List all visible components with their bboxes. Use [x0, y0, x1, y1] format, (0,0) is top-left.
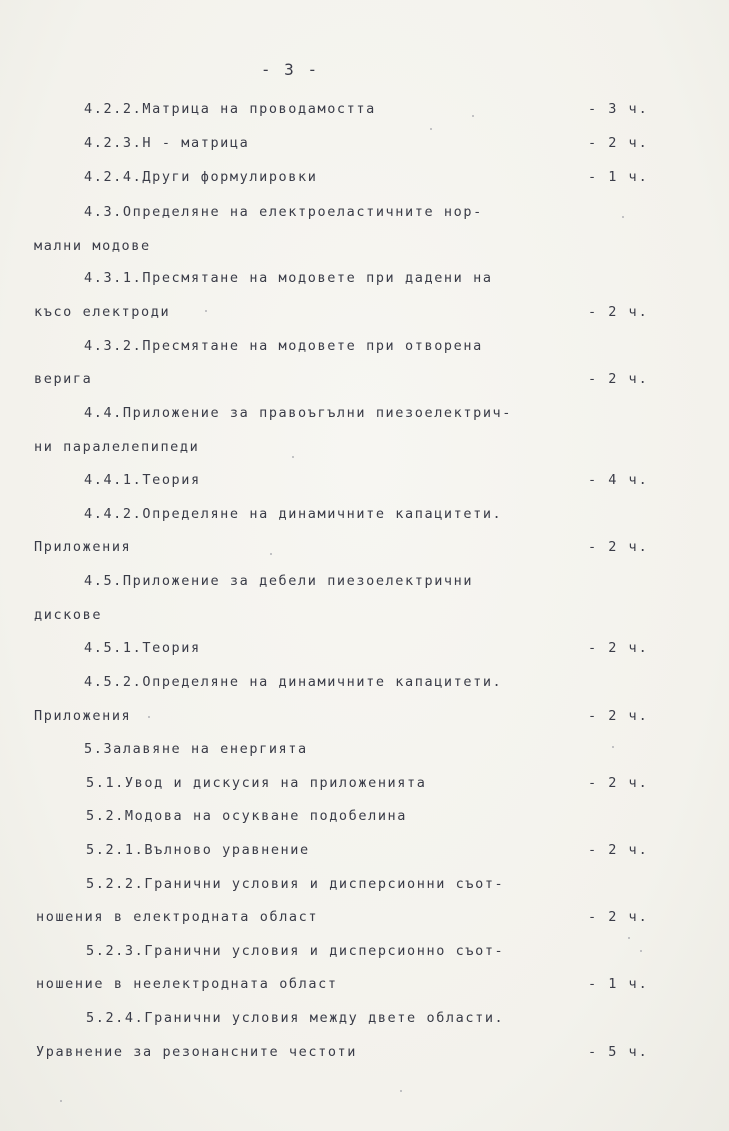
toc-text: 5.2.2.Гранични условия и дисперсионни съот- [86, 876, 505, 892]
toc-text: ношение в неелектродната област [36, 976, 338, 992]
toc-hours: - 2 ч. [588, 775, 649, 791]
toc-text: 4.4.2.Определяне на динамичните капацитети. [84, 506, 503, 522]
paper-speck [60, 1100, 62, 1102]
toc-line [0, 741, 729, 765]
toc-hours: - 1 ч. [588, 169, 649, 185]
toc-text: 4.2.4.Други формулировки [84, 169, 318, 185]
toc-text: 5.2.Модова на осукване подобелина [86, 808, 408, 824]
toc-line [0, 775, 729, 799]
paper-speck [622, 216, 624, 218]
toc-line [0, 607, 729, 631]
toc-line [0, 472, 729, 496]
toc-text: 4.4.1.Теория [84, 472, 201, 488]
toc-text: 4.3.1.Пресмятане на модовете при дадени на [84, 270, 493, 286]
toc-line [0, 842, 729, 866]
toc-text: Приложения [34, 708, 132, 724]
paper-speck [205, 310, 207, 312]
paper-speck [292, 456, 294, 458]
paper-speck [430, 128, 432, 130]
paper-speck [400, 1090, 402, 1092]
toc-hours: - 2 ч. [588, 135, 649, 151]
toc-line [0, 876, 729, 900]
toc-hours: - 2 ч. [588, 842, 649, 858]
toc-text: 4.5.Приложение за дебели пиезоелектрични [84, 573, 474, 589]
toc-line [0, 506, 729, 530]
toc-text: ни паралелепипеди [34, 439, 200, 455]
toc-line [0, 1010, 729, 1034]
toc-text: късо електроди [34, 304, 171, 320]
toc-hours: - 4 ч. [588, 472, 649, 488]
toc-hours: - 2 ч. [588, 640, 649, 656]
toc-hours: - 2 ч. [588, 304, 649, 320]
toc-line [0, 439, 729, 463]
toc-text: дискове [34, 607, 103, 623]
paper-speck [628, 937, 630, 939]
toc-text: мални модове [34, 238, 151, 254]
toc-line [0, 371, 729, 395]
paper-speck [270, 553, 272, 555]
toc-text: Приложения [34, 539, 132, 555]
toc-line [0, 539, 729, 563]
toc-text: 4.2.3.Н - матрица [84, 135, 250, 151]
toc-line [0, 573, 729, 597]
toc-line [0, 169, 729, 193]
toc-text: ношения в електродната област [36, 909, 319, 925]
toc-line [0, 101, 729, 125]
toc-line [0, 976, 729, 1000]
toc-text: 4.2.2.Матрица на проводамостта [84, 101, 376, 117]
toc-line [0, 909, 729, 933]
toc-line [0, 943, 729, 967]
toc-text: 4.5.1.Теория [84, 640, 201, 656]
page-number: - 3 - [260, 60, 320, 79]
toc-line [0, 640, 729, 664]
paper-speck [148, 716, 150, 718]
toc-hours: - 3 ч. [588, 101, 649, 117]
toc-line [0, 808, 729, 832]
toc-text: 4.3.Определяне на електроеластичните нор- [84, 204, 483, 220]
toc-text: верига [34, 371, 93, 387]
toc-text: 5.2.1.Вълново уравнение [86, 842, 310, 858]
toc-line [0, 135, 729, 159]
toc-text: 5.Залавяне на енергията [84, 741, 308, 757]
toc-line [0, 338, 729, 362]
toc-hours: - 2 ч. [588, 371, 649, 387]
toc-text: Уравнение за резонансните честоти [36, 1044, 358, 1060]
toc-hours: - 2 ч. [588, 539, 649, 555]
toc-line [0, 405, 729, 429]
toc-text: 4.5.2.Определяне на динамичните капацитети. [84, 674, 503, 690]
toc-line [0, 204, 729, 228]
toc-hours: - 1 ч. [588, 976, 649, 992]
toc-text: 5.2.4.Гранични условия между двете области. [86, 1010, 505, 1026]
toc-line [0, 674, 729, 698]
toc-text: 5.2.3.Гранични условия и дисперсионно съот- [86, 943, 505, 959]
toc-line [0, 270, 729, 294]
toc-hours: - 2 ч. [588, 708, 649, 724]
toc-hours: - 5 ч. [588, 1044, 649, 1060]
toc-line [0, 708, 729, 732]
toc-line [0, 304, 729, 328]
toc-line [0, 238, 729, 262]
paper-speck [612, 746, 614, 748]
paper-speck [472, 115, 474, 117]
toc-hours: - 2 ч. [588, 909, 649, 925]
toc-text: 5.1.Увод и дискусия на приложенията [86, 775, 427, 791]
paper-speck [640, 950, 642, 952]
toc-text: 4.3.2.Пресмятане на модовете при отворена [84, 338, 483, 354]
toc-text: 4.4.Приложение за правоъгълни пиезоелектрич- [84, 405, 513, 421]
toc-line [0, 1044, 729, 1068]
